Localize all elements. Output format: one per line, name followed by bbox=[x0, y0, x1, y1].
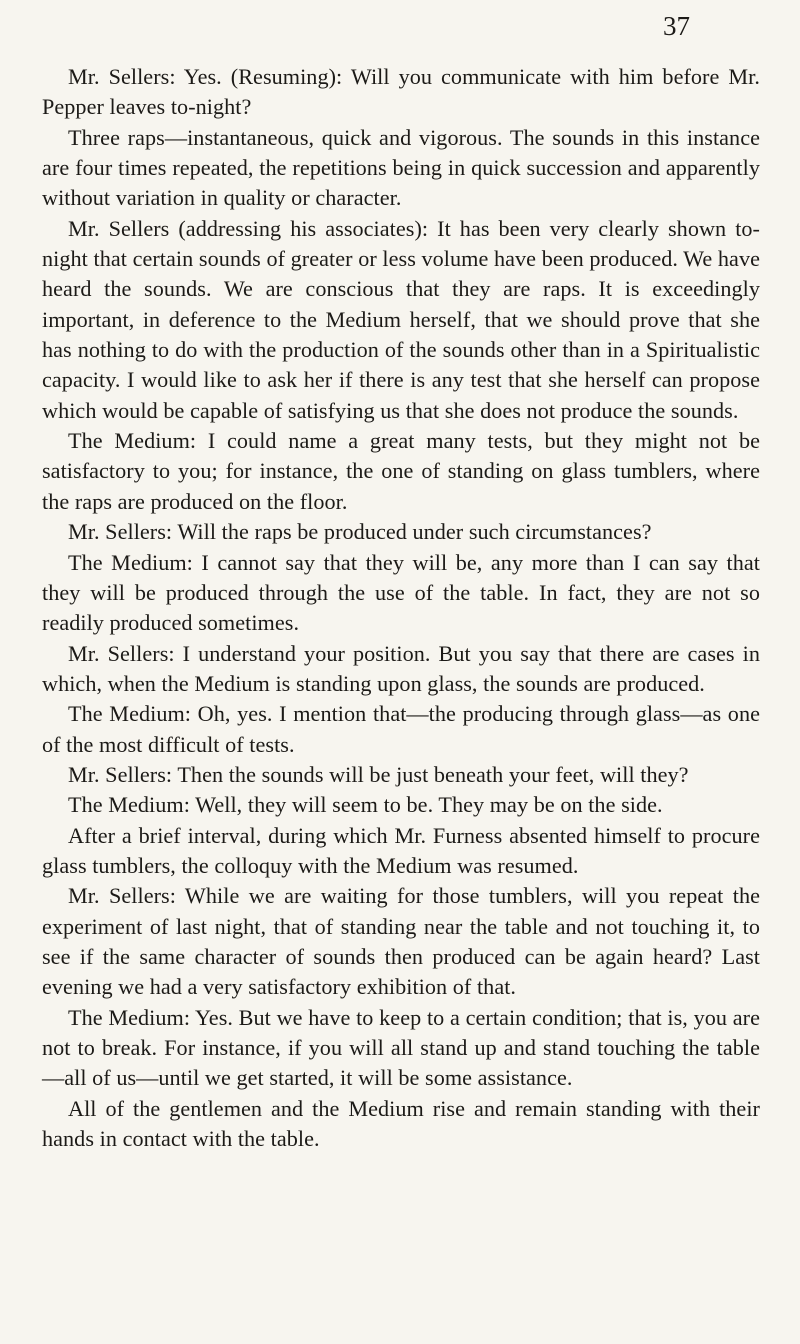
paragraph: All of the gentlemen and the Medium rise and remain standing with their hands in contact with the table. bbox=[42, 1095, 760, 1152]
paragraph: Mr. Sellers: While we are waiting for those tumblers, will you repeat the experiment of last night, that of standing near the table and not touching it, to see if the same character of sounds then produced can be again heard? Last evening we had a very satisfactory exhibition of that. bbox=[42, 883, 760, 1000]
paragraph: Mr. Sellers: I understand your position. But you say that there are cases in which, when the Medium is standing upon glass, the sounds are produced. bbox=[42, 640, 760, 696]
paragraph: Mr. Sellers (addressing his associates): It has been very clearly shown to-night that certain sounds of greater or less volume have been produced. We have heard the sounds. We are conscious that they are raps. It is exceedingly important, in deference to the Medium herself, that we should prove that she has nothing to do with the production of the sounds other than in a Spiritualistic capacity. I would like to ask her if there is any test that she herself can propose which would be capable of satisfying us that she does not produce the sounds. bbox=[42, 215, 760, 423]
paragraph: The Medium: I cannot say that they will be, any more than I can say that they will be produced through the use of the table. In fact, they are not so readily produced sometimes. bbox=[42, 549, 760, 636]
paragraph: The Medium: Well, they will seem to be. They may be on the side. bbox=[68, 792, 663, 818]
paragraph: The Medium: Oh, yes. I mention that—the producing through glass—as one of the most difficult of tests. bbox=[42, 701, 760, 757]
paragraph: Mr. Sellers: Will the raps be produced under such circumstances? bbox=[68, 519, 652, 545]
paragraph: After a brief interval, during which Mr. Furness absented himself to procure glass tumblers, the colloquy with the Medium was resumed. bbox=[42, 822, 760, 878]
paragraph: Mr. Sellers: Then the sounds will be just beneath your feet, will they? bbox=[68, 761, 689, 787]
page-number: 37 bbox=[663, 11, 690, 41]
paragraph: The Medium: Yes. But we have to keep to a certain condition; that is, you are not to break. For instance, if you will all stand up and stand touching the table—all of us—until we get started, it will be some assistance. bbox=[42, 1004, 760, 1091]
paragraph: Mr. Sellers: Yes. (Resuming): Will you communicate with him before Mr. Pepper leaves to-night? bbox=[42, 64, 760, 120]
paragraph: The Medium: I could name a great many tests, but they might not be satisfactory to you; for instance, the one of standing on glass tumblers, where the raps are produced on the floor. bbox=[42, 428, 760, 514]
paragraph: Three raps—instantaneous, quick and vigorous. The sounds in this instance are four times repeated, the repetitions being in quick succession and apparently without variation in quality or character. bbox=[42, 124, 760, 211]
body-text bbox=[42, 62, 760, 1154]
